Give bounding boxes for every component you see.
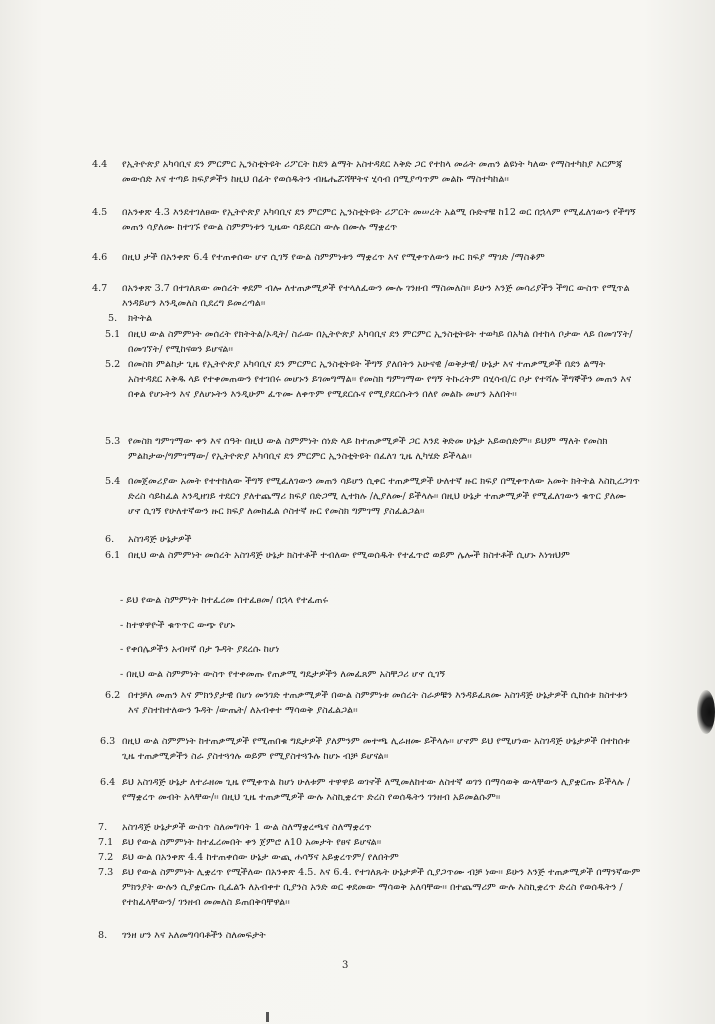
- section-heading: አስገዳጅ ሁኔታዎች ውስጥ ስለመግባት 1 ውል ስለማቋረጫና ስለማቋረጥ: [122, 822, 372, 833]
- section-text: በዚህ ውል ስምምነት መሰረት አስገዳጅ ሁኔታ ክስተቶች ተብለው የሚወሰዱት የተፈጥሮ ወይም ሌሎች ክስተቶች ሲሆኑ እነዝህም: [128, 550, 570, 561]
- section-number: 4.5: [92, 207, 108, 218]
- section-text: ይህ የውል ስምምነት ከተፈረመበት ቀን ጀምሮ ለ10 አመታት የፀና ይሆናል፡፡: [122, 837, 382, 848]
- section-number: 6.3: [100, 736, 116, 747]
- section-number: 6.4: [100, 777, 116, 788]
- section-text: ይህ አስገዳጅ ሁኔታ ለተራዘመ ጊዜ የሚቀጥል ከሆነ ሁለቱም ተዋዋይ ወገኖች ለሚመለከተው ለስተኛ ወገን በማሳወቅ ውላቸውን ሊያቋርጡ ይችላሉ /የማቋረጥ መብት አላቸው/፡፡ በዚህ ጊዜ ተጠቃሚዎች ውሉ እስኪቋረጥ ድረስ የወሰዱትን ገንዘብ አይመልሱም፡፡: [122, 777, 631, 803]
- section-text: በአንቀጽ 4.3 እንደተገለፀው የኢትዮጵያ አካባቢና ደን ምርምር ኢንስቲትዩት ሪፖርት መሠረት አልሚ ቡድኖቹ ከ12 ወር በኋላም የሚፈለገውን የችግኝ መጠን ሳያለሙ ከተገኙ የውል ስምምነቱን ጊዜው ሳይደርስ ውሉ በሙሉ ማቋረጥ: [122, 207, 636, 233]
- section-number: 5.4: [105, 476, 121, 487]
- section-number: 4.7: [92, 283, 108, 294]
- section-text: በዚህ ታች በአንቀጽ 6.4 የተጠቀሰው ሆኖ ሲገኝ የውል ስምምነቱን ማቋረጥ እና የሚቀጥለውን ዙር ክፍያ ማገድ /ማስቆም: [122, 252, 545, 263]
- bullet-item: - ይህ የውል ስምምነት ከተፈረመ በተፈፀመ/ በኋላ የተፈጠሩ: [120, 595, 329, 606]
- section-text: የኢትዮጵያ አካባቢና ደን ምርምር ኢንስቲትዩት ሪፖርት ከደን ልማት አስተዳደር እቅድ ጋር የተከላ መሬት መጠን ልዩነት ካለው የማስተካከያ እርምጃ መውሰድ እና ተጣይ ክፍያዎችን ከዚህ በፊት የወሰዱትን ብዜሔሯሻቸትና ሂሳብ በሚያጣጥም መልኩ ማስተካከል፡፡: [122, 159, 623, 185]
- section-text: በመስክ ምልከታ ጊዜ የኢትዮጵያ አካባቢና ደን ምርምር ኢንስቲትዩት ችግኝ ያለበትን አሁናዊ /ወቅታዊ/ ሁኔታ እና ተጠቃሚዎች በደን ልማት አስተዳደር እቅዱ ላይ የተቀመጠውን የተገበሩ መሆኑን ይገመግማል፡፡ የመስክ ግምገማው የግኝ ትኩረትም በሂሳብ/ር ቦታ የተሻሉ ችግኞችን መጠን እና በቀል የሆኑትን እና ያለሆኑትን እንዲሁም ፈጥሙ ለቀጥም የሚደርሱና የሚያደርሱትን በለየ መልኩ መሆን አለበት፡፡: [128, 359, 632, 400]
- section-number: 7.: [98, 822, 108, 833]
- section-number: 4.6: [92, 252, 108, 263]
- section-heading: አስገዳጅ ሁኔታዎች: [128, 534, 192, 545]
- section-number: 7.1: [98, 837, 114, 848]
- bullet-item: - በዚህ ውል ስምምነት ውስጥ የተቀመጡ የጠቃሚ ግዴታዎችን ለመፈጸም አስቸጋሪ ሆኖ ሲገኝ: [120, 669, 446, 680]
- section-text: የመስክ ግምገማው ቀን እና ሰዓት በዚህ ውል ስምምነት ሰነድ ላይ ከተጠቃሚዎች ጋር እንደ ቅድመ ሁኔታ አይወሰድም፡፡ ይህም ማለት የመስክ ምልከታው/ግምገማው/ የኢትዮጵያ አካባቢና ደን ምርምር ኢንስቲትዩት በፈለገ ጊዜ ሊካሄድ ይችላል፡፡: [128, 436, 608, 462]
- section-text: በዚህ ውል ስምምነት ከተጠቃሚዎች የሚጠበቁ ግዴታዎች ያለምንም መተጫ ሊራዘሙ ይችላሉ፡፡ ሆኖም ይህ የሚሆነው አስገዳጅ ሁኔታዎች በተከሰቱ ጊዜ ተጠቃሚዎችን ስራ ያስተጓጎሉ ወይም የሚያስተጓጉሉ ከሆኑ ብቻ ይሆናል፡፡: [122, 736, 630, 762]
- section-number: 6.1: [105, 550, 121, 561]
- section-number: 8.: [98, 930, 108, 941]
- section-number: 5.: [108, 313, 118, 324]
- section-heading: ክትትል: [128, 313, 153, 324]
- punch-hole: [697, 690, 715, 734]
- bullet-item: - ከተዋዋዮች ቁጥጥር ውጭ የሆኑ: [120, 620, 235, 631]
- section-text: በተቻለ መጠን እና ምክንያታዊ በሆነ መንገድ ተጠቃሚዎች በውል ስምምነቱ መሰረት ስራዎቹን እንዳይፈጸሙ አስገዳጅ ሁኔታዎች ሲከሰቱ ክስተቱን እና ያስተከተለውን ጉዳት /ውጤት/ ለአብቀተ ማሳወቅ ያስፈልጋል፡፡: [128, 690, 628, 716]
- section-number: 7.2: [98, 852, 114, 863]
- section-number: 7.3: [98, 867, 114, 878]
- section-number: 5.3: [105, 436, 121, 447]
- bullet-item: - የቀበሌዎችን አብዛኛ በታ ጉዳት ያደረሱ ከሆነ: [120, 644, 280, 655]
- section-text: በመጀመሪያው አመት የተተከለው ችግኝ የሚፈለገውን መጠን ሳይሆን ሲቀር ተጠቃሚዎች ሁለተኛ ዙር ክፍያ በሚቀጥለው አመት ክትትል እስኪረጋገጥ ድረስ ሳይከፈል እንዲዘገይ ተደርጎ ያለተጨማሪ ክፍያ በድጋሚ ሊተክሉ /ሊያለሙ/ ይችላሉ፡፡ በዚህ ሁኔታ ተጠቃሚዎች የሚፈለገውን ቁጥር ያለሙ ሆኖ ሲገኝ የሁለተኛውን ዙር ክፍያ ለመክፈል ሶስተኛ ዙር የመስክ ግምገማ ያስፈልጋል፡፡: [128, 476, 640, 517]
- section-number: 4.4: [92, 159, 108, 170]
- page-mark: [266, 1012, 269, 1022]
- section-text: ይህ ውል በአንቀጽ 4.4 ከተጠቀሰው ሁኔታ ውጪ ሐሳኝና አይቋረጥም/ የለበትም: [122, 852, 399, 863]
- section-number: 5.1: [105, 329, 121, 340]
- section-text: በአንቀጽ 3.7 በተገለጸው መሰረት ቀደም ብሎ ለተጠቃሚዎች የተላለፈውን ሙሉ ገንዘብ ማስመለስ፡፡ ይሁን እንጅ መሳሪያችን ችግር ውስጥ የሚጥል እንዳይሆን እንዲመለስ ቢደረግ ይመረጣል፡፡: [122, 283, 630, 309]
- section-number: 6.2: [105, 690, 121, 701]
- section-heading: ገንዘ ሆን እና አለመግባባቶችን ስለመፍታት: [122, 930, 266, 941]
- section-number: 6.: [105, 534, 115, 545]
- section-text: በዚህ ውል ስምምነት መሰረት የክትትል/ኦዲት/ ስራው በኢትዮጵያ አካባቢና ደን ምርምር ኢንስቲትዩት ተወካይ በአካል በተከላ ቦታው ላይ በመገኘት/በመገኘት/ የሚከናወን ይሆናል፡፡: [128, 329, 633, 355]
- section-text: ይህ የውል ስምምነት ሊቋረጥ የሚችለው በአንቀጽ 4.5. እና 6.4. የተገለጹት ሁኔታዎች ሲያጋጥሙ ብቻ ነው፡፡ ይሁን እንጅ ተጠቃሚዎች በማንኛውም ምክንያት ውሉን ሲያቋርጡ ቢፈልጉ ለአብቀተ ቢያንስ አንድ ወር ቀደመው ማሳወቅ አለባቸው፡፡ በተጨማሪም ውሉ እስኪቋረጥ ድረስ የወሰዱትን /የተከፈላቸውን/ ገንዘብ መመለስ ይጠበቅባቸዋል፡፡: [122, 867, 641, 908]
- section-number: 5.2: [105, 359, 121, 370]
- page-number: 3: [342, 960, 349, 971]
